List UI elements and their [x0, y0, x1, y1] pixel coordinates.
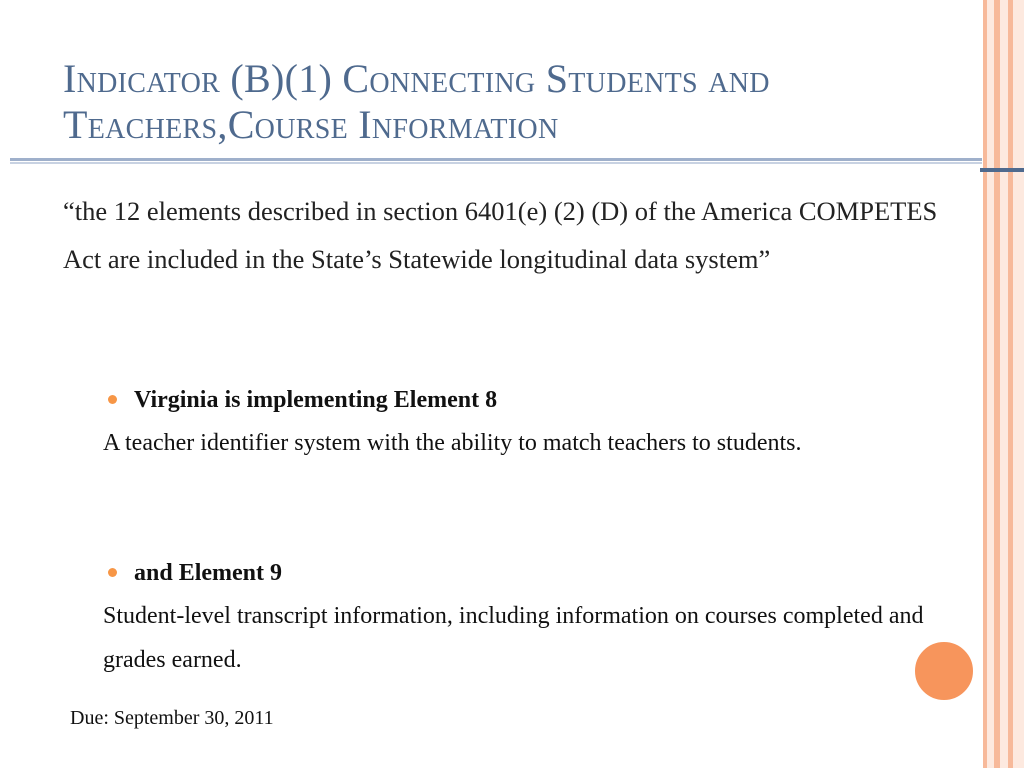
- orange-dot-icon: [108, 395, 117, 404]
- title-divider-shadow: [10, 162, 982, 164]
- decorative-stripe: [987, 0, 994, 768]
- bullet-item: [103, 383, 983, 465]
- decorative-stripe: [1013, 0, 1024, 768]
- bullet-heading: [103, 556, 983, 590]
- title-divider-line: [10, 158, 982, 161]
- bullet-item: [103, 556, 983, 682]
- decorative-stripe: [1000, 0, 1008, 768]
- slide-title: Indicator (B)(1) Connecting Students and Teachers,Course Information: [63, 56, 770, 147]
- title-divider-accent: [980, 168, 1024, 172]
- bullet-body: A teacher identifier system with the ability to match teachers to students.: [103, 430, 802, 456]
- bullet-heading: [103, 383, 983, 417]
- bullet-heading-text: and Element 9: [134, 560, 283, 586]
- bullet-heading-text: Virginia is implementing Element 8: [134, 387, 498, 413]
- orange-dot-icon: [108, 568, 117, 577]
- due-date: Due: September 30, 2011: [70, 707, 274, 729]
- quote-text: “the 12 elements described in section 6401(e) (2) (D) of the America COMPETES Act are included in the State’s Statewide longitudinal data system”: [63, 196, 938, 274]
- bullet-body: Student-level transcript information, including information on courses completed and grades earned.: [103, 603, 924, 673]
- orange-circle-icon: [913, 640, 975, 702]
